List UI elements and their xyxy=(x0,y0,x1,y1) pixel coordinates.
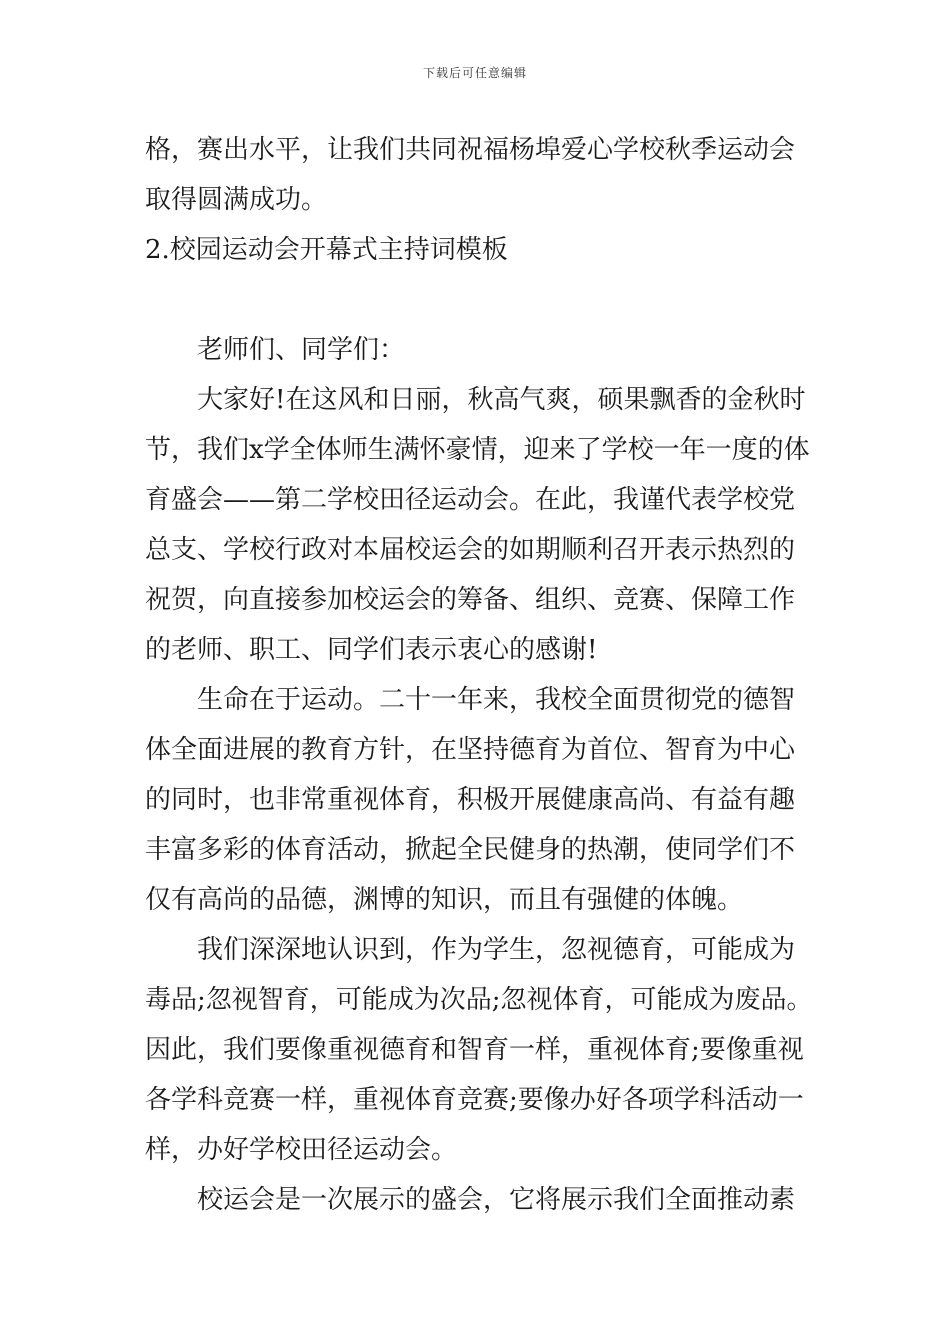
document-body xyxy=(145,125,813,1225)
text-line: 因此，我们要像重视德育和智育一样，重视体育;要像重视 xyxy=(145,1035,804,1065)
text-line: 育盛会——第二学校田径运动会。在此，我谨代表学校党 xyxy=(145,485,796,515)
text-line: 样，办好学校田径运动会。 xyxy=(145,1135,458,1165)
text-line: 格，赛出水平，让我们共同祝福杨埠爱心学校秋季运动会 xyxy=(145,135,796,165)
paragraph-start: 大家好!在这风和日丽，秋高气爽，硕果飘香的金秋时 xyxy=(197,385,806,415)
paragraph-start: 我们深深地认识到，作为学生，忽视德育，可能成为 xyxy=(197,935,796,965)
page-header: 下载后可任意编辑 xyxy=(422,66,527,80)
section-heading: 2.校园运动会开幕式主持词模板 xyxy=(145,235,508,265)
text-line: 的同时，也非常重视体育，积极开展健康高尚、有益有趣 xyxy=(145,785,796,815)
text-line: 节，我们x学全体师生满怀豪情，迎来了学校一年一度的体 xyxy=(145,435,810,465)
paragraph-start: 校运会是一次展示的盛会，它将展示我们全面推动素 xyxy=(197,1185,796,1215)
blank-gap xyxy=(145,275,810,325)
text-line: 各学科竞赛一样，重视体育竞赛;要像办好各项学科活动一 xyxy=(145,1085,804,1115)
text-line: 祝贺，向直接参加校运会的筹备、组织、竞赛、保障工作 xyxy=(145,585,796,615)
text-line: 的老师、职工、同学们表示衷心的感谢! xyxy=(145,635,598,665)
text-line: 体全面进展的教育方针，在坚持德育为首位、智育为中心 xyxy=(145,735,796,765)
text-line: 丰富多彩的体育活动，掀起全民健身的热潮，使同学们不 xyxy=(145,835,796,865)
text-line: 总支、学校行政对本届校运会的如期顺利召开表示热烈的 xyxy=(145,535,796,565)
paragraph-start: 生命在于运动。二十一年来，我校全面贯彻党的德智 xyxy=(197,685,796,715)
text-line: 取得圆满成功。 xyxy=(145,185,328,215)
salutation: 老师们、同学们： xyxy=(197,335,406,365)
text-line: 仅有高尚的品德，渊博的知识，而且有强健的体魄。 xyxy=(145,885,744,915)
text-line: 毒品;忽视智育，可能成为次品;忽视体育，可能成为废品。 xyxy=(145,985,813,1015)
